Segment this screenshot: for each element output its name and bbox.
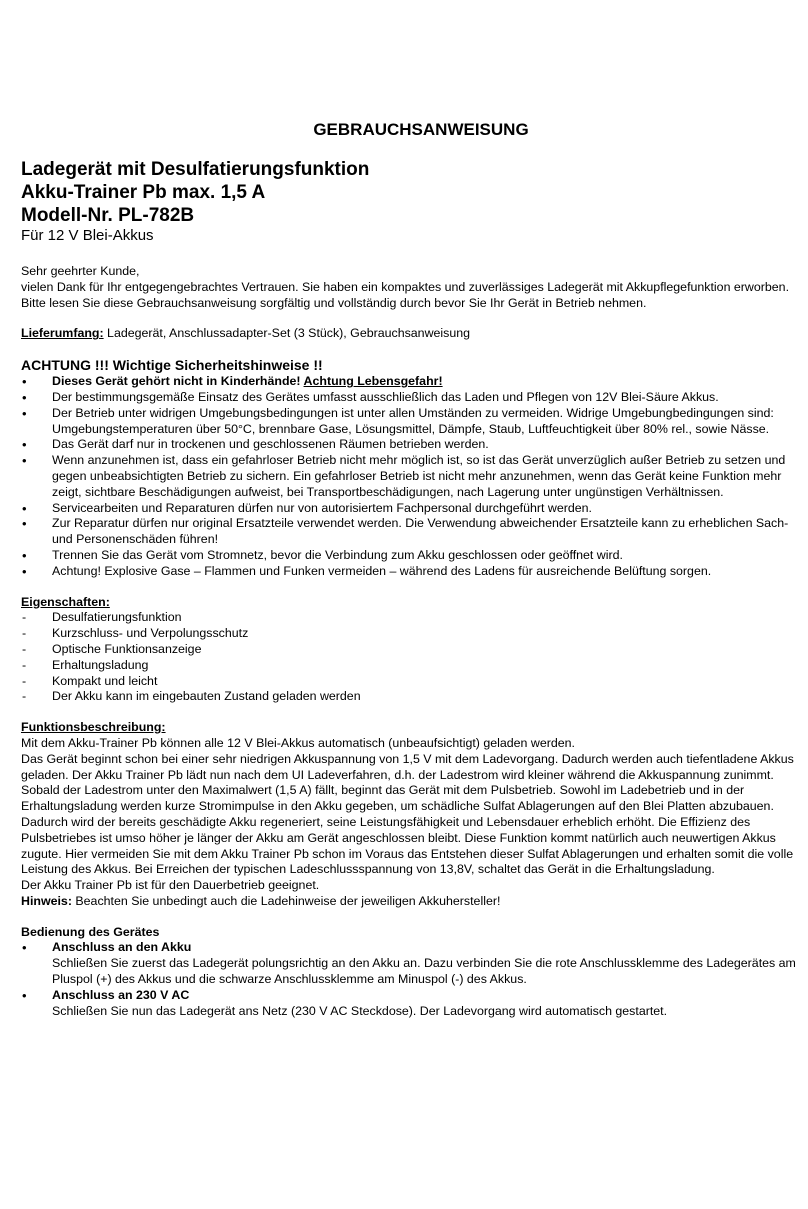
- function-paragraph-3: Der Akku Trainer Pb ist für den Dauerbetrieb geeignet.: [21, 878, 320, 893]
- operation-item-text: Schließen Sie nun das Ladegerät ans Netz (230 V AC Steckdose). Der Ladevorgang wird automatisch gestartet.: [52, 1003, 668, 1018]
- safety-item: • Zur Reparatur dürfen nur original Ersatzteile verwendet werden. Die Verwendung abweichender Ersatzteile kann zu erheblichen Sach- und Personenschäden führen!: [21, 516, 796, 548]
- product-title-line1: Ladegerät mit Desulfatierungsfunktion: [21, 159, 370, 180]
- scope-of-delivery: [21, 326, 796, 342]
- safety-title: ACHTUNG !!! Wichtige Sicherheitshinweise !!: [21, 357, 323, 374]
- safety-item: • Der bestimmungsgemäße Einsatz des Gerätes umfasst ausschließlich das Laden und Pflegen von 12V Blei-Säure Akkus.: [21, 390, 796, 406]
- features-list: [21, 610, 796, 705]
- operation-list: [21, 940, 796, 1019]
- product-subtitle: Für 12 V Blei-Akkus: [21, 227, 154, 244]
- hint-text: Beachten Sie unbedingt auch die Ladehinweise der jeweiligen Akkuhersteller!: [71, 893, 501, 908]
- model-number: Modell-Nr. PL-782B: [21, 205, 195, 226]
- safety-item: • Achtung! Explosive Gase – Flammen und Funken vermeiden – während des Ladens für ausreichende Belüftung sorgen.: [21, 564, 796, 580]
- hint-label: Hinweis:: [21, 893, 72, 908]
- safety-item: • Der Betrieb unter widrigen Umgebungsbedingungen ist unter allen Umständen zu vermeiden. Widrige Umgebungbedingungen sind: Umgebungstemperaturen über 50°C, brennbare Gase, Lösungsmittel, Dämpfe, Staub, Luftfeuchtigkeit über 80% rel., sowie Nässe.: [21, 406, 796, 438]
- function-title: Funktionsbeschreibung:: [21, 720, 166, 735]
- feature-item: - Optische Funktionsanzeige: [21, 642, 796, 658]
- safety-item: • Trennen Sie das Gerät vom Stromnetz, bevor die Verbindung zum Akku geschlossen oder geöffnet wird.: [21, 548, 796, 564]
- safety-item: • Servicearbeiten und Reparaturen dürfen nur von autorisiertem Fachpersonal durchgeführt werden.: [21, 501, 796, 517]
- safety-item: • Das Gerät darf nur in trockenen und geschlossenen Räumen betrieben werden.: [21, 437, 796, 453]
- intro-read-instructions: Bitte lesen Sie diese Gebrauchsanweisung sorgfältig und vollständig durch bevor Sie Ihr Gerät in Betrieb nehmen.: [21, 295, 647, 310]
- feature-item: - Desulfatierungsfunktion: [21, 610, 796, 626]
- safety-item: • Wenn anzunehmen ist, dass ein gefahrloser Betrieb nicht mehr möglich ist, so ist das Gerät unverzüglich außer Betrieb zu setzen und gegen unbeabsichtigten Betrieb zu sichern. Ein gefahrloser Betrieb ist nicht mehr anzunehmen, wenn das Gerät keine Funktion mehr zeigt, sichtbare Beschädigungen aufweist, bei Transportbeschädigungen, nach Lagerung unter ungünstigen Verhältnissen.: [21, 453, 796, 500]
- operation-item-title: Anschluss an den Akku: [52, 940, 192, 955]
- feature-item: - Kurzschluss- und Verpolungsschutz: [21, 626, 796, 642]
- document-title: GEBRAUCHSANWEISUNG: [313, 120, 529, 139]
- operation-item-text: Schließen Sie zuerst das Ladegerät polungsrichtig an den Akku an. Dazu verbinden Sie die rote Anschlussklemme des Ladegerätes am Pluspol (+) des Akkus und die schwarze Anschlussklemme am Minuspol (-) des Akkus.: [52, 956, 796, 987]
- scope-label: Lieferumfang:: [21, 326, 104, 341]
- product-title-line2: Akku-Trainer Pb max. 1,5 A: [21, 182, 266, 203]
- feature-item: - Erhaltungsladung: [21, 658, 796, 674]
- features-title: Eigenschaften:: [21, 594, 110, 609]
- function-paragraph-1: Mit dem Akku-Trainer Pb können alle 12 V Blei-Akkus automatisch (unbeaufsichtigt) geladen werden.: [21, 735, 575, 750]
- function-hint: [21, 894, 796, 910]
- operation-title: Bedienung des Gerätes: [21, 924, 160, 939]
- product-heading: [21, 158, 369, 245]
- function-paragraph-2: Das Gerät beginnt schon bei einer sehr niedrigen Akkuspannung von 1,5 V mit dem Ladevorgang. Dadurch werden auch tiefentladene Akkus geladen. Der Akku Trainer Pb lädt nun nach dem UI Ladeverfahren, d.h. der Ladestrom wird kleiner während die Akkuspannung zunimmt. Sobald der Ladestrom unter den Maximalwert (1,5 A) fällt, beginnt das Gerät mit dem Pulsbetrieb. Sowohl im Ladebetrieb und in der Erhaltungsladung werden kurze Stromimpulse in den Akku gegeben, um schädliche Sulfat Ablagerungen auf den Blei Platten abzubauen. Dadurch wird der bereits geschädigte Akku regeneriert, seine Leistungsfähigkeit und Lebensdauer erheblich erhöht. Die Effizienz des Pulsbetriebes ist umso höher je länger der Akku am Gerät angeschlossen bleibt. Diese Funktion kommt natürlich auch neuwertigen Akkus zugute. Hier vermeiden Sie mit dem Akku Trainer Pb schon im Voraus das Entstehen dieser Sulfat Ablagerungen und erhalten somit die volle Leistung des Akkus. Bei Erreichen der typischen Ladeschlussspannung von 13,8V, schaltet das Gerät in die Erhaltungsladung.: [21, 751, 794, 877]
- safety-list: [21, 374, 796, 579]
- intro-thanks: vielen Dank für Ihr entgegengebrachtes Vertrauen. Sie haben ein kompaktes und zuverlässiges Ladegerät mit Akkupflegefunktion erworben.: [21, 279, 790, 294]
- operation-item: [21, 988, 796, 1020]
- document-body: [21, 264, 796, 1019]
- feature-item: - Kompakt und leicht: [21, 674, 796, 690]
- operation-item: [21, 940, 796, 987]
- greeting: Sehr geehrter Kunde,: [21, 264, 140, 278]
- operation-item-title: Anschluss an 230 V AC: [52, 987, 190, 1002]
- scope-text: Ladegerät, Anschlussadapter-Set (3 Stück), Gebrauchsanweisung: [103, 326, 471, 341]
- safety-item: • Dieses Gerät gehört nicht in Kinderhände! Achtung Lebensgefahr!: [21, 374, 796, 390]
- feature-item: - Der Akku kann im eingebauten Zustand geladen werden: [21, 689, 796, 705]
